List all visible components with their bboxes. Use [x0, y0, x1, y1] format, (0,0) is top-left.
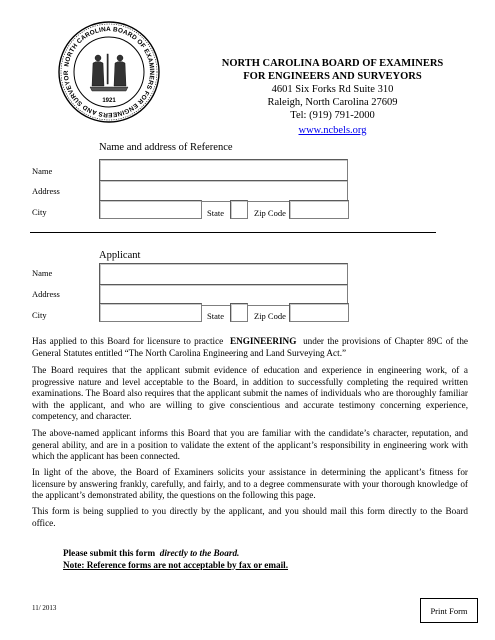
- paragraph-familiarity: The above-named applicant informs this Board that you are familiar with the candidate’s character, reputation, and general ability, and are in a position to validate the extent of the applicant’s responsibility in engineering work with which the applicant has been connected.: [32, 428, 468, 461]
- paragraph-mailing: This form is being supplied to you directly by the applicant, and you should mail this form directly to the Board office.: [32, 506, 468, 528]
- reference-address-field[interactable]: [99, 180, 348, 202]
- submission-note: [63, 548, 288, 571]
- applicant-city-label: City: [32, 310, 47, 320]
- p1-text-c: under the provisions of Chapter 89C of the General Statutes entitled “The North Carolina Engineering and Land Surveying Act.”: [32, 336, 469, 358]
- header-tel: Tel: (919) 791-2000: [290, 110, 375, 121]
- paragraph-application: [32, 336, 468, 359]
- paragraph-requirements: The Board requires that the applicant submit evidence of education and experience in engineering work, of a progressive nature and level acceptable to the Board, in addition to successfully completing the required written examinations. The Board also requires that the applicant submit the names of individuals who are thoroughly familiar with the applicant, and who are willing to give conscientious and accurate testimony concerning experience, competency, and character.: [32, 365, 468, 421]
- applicant-city-field[interactable]: [99, 303, 202, 322]
- applicant-state-label: State: [207, 311, 224, 321]
- note-line1-a: Please submit this form: [63, 548, 156, 558]
- note-line2: Note: Reference forms are not acceptable by fax or email.: [63, 559, 289, 570]
- header-city: Raleigh, North Carolina 27609: [267, 97, 398, 108]
- reference-name-label: Name: [32, 166, 53, 176]
- applicant-name-field[interactable]: [99, 263, 348, 286]
- applicant-state-field[interactable]: [230, 303, 248, 322]
- seal-outer-text: NORTH CAROLINA BOARD OF EXAMINERS FOR ENGINEERS AND SURVEYOR: [62, 25, 156, 119]
- section-divider: [30, 232, 436, 233]
- reference-address-label: Address: [32, 186, 60, 196]
- applicant-zip-field[interactable]: [289, 303, 349, 322]
- reference-heading: Name and address of Reference: [99, 142, 233, 153]
- revision-date: 11/ 2013: [32, 604, 57, 612]
- board-seal: [57, 20, 161, 124]
- applicant-heading: Applicant: [99, 250, 141, 261]
- p1-discipline: ENGINEERING: [229, 336, 297, 346]
- seal-year: 1921: [102, 98, 116, 104]
- note-line1-b: directly to the Board.: [159, 548, 240, 558]
- header-line2: FOR ENGINEERS AND SURVEYORS: [243, 71, 422, 82]
- paragraph-solicitation: In light of the above, the Board of Examiners solicits your assistance in determining the applicant’s fitness for licensure by answering frankly, carefully, and fairly, and to a degree commensurate with your thorough knowledge of the applicant’s demonstrated ability, the questions on the following this page.: [32, 467, 468, 500]
- board-header: [200, 57, 465, 137]
- reference-zip-field[interactable]: [289, 200, 349, 219]
- print-form-button[interactable]: Print Form: [420, 598, 478, 623]
- header-address: 4601 Six Forks Rd Suite 310: [271, 84, 394, 95]
- header-line1: NORTH CAROLINA BOARD OF EXAMINERS: [221, 58, 444, 69]
- applicant-zip-label: Zip Code: [254, 311, 286, 321]
- reference-name-field[interactable]: [99, 159, 348, 182]
- reference-city-field[interactable]: [99, 200, 202, 219]
- reference-state-label: State: [207, 208, 224, 218]
- p1-text-a: Has applied to this Board for licensure to practice: [32, 336, 224, 346]
- seal-graphic: [57, 20, 161, 124]
- reference-state-field[interactable]: [230, 200, 248, 219]
- reference-city-label: City: [32, 207, 47, 217]
- applicant-address-label: Address: [32, 289, 60, 299]
- reference-zip-label: Zip Code: [254, 208, 286, 218]
- website-link[interactable]: www.ncbels.org: [298, 125, 367, 136]
- applicant-name-label: Name: [32, 268, 53, 278]
